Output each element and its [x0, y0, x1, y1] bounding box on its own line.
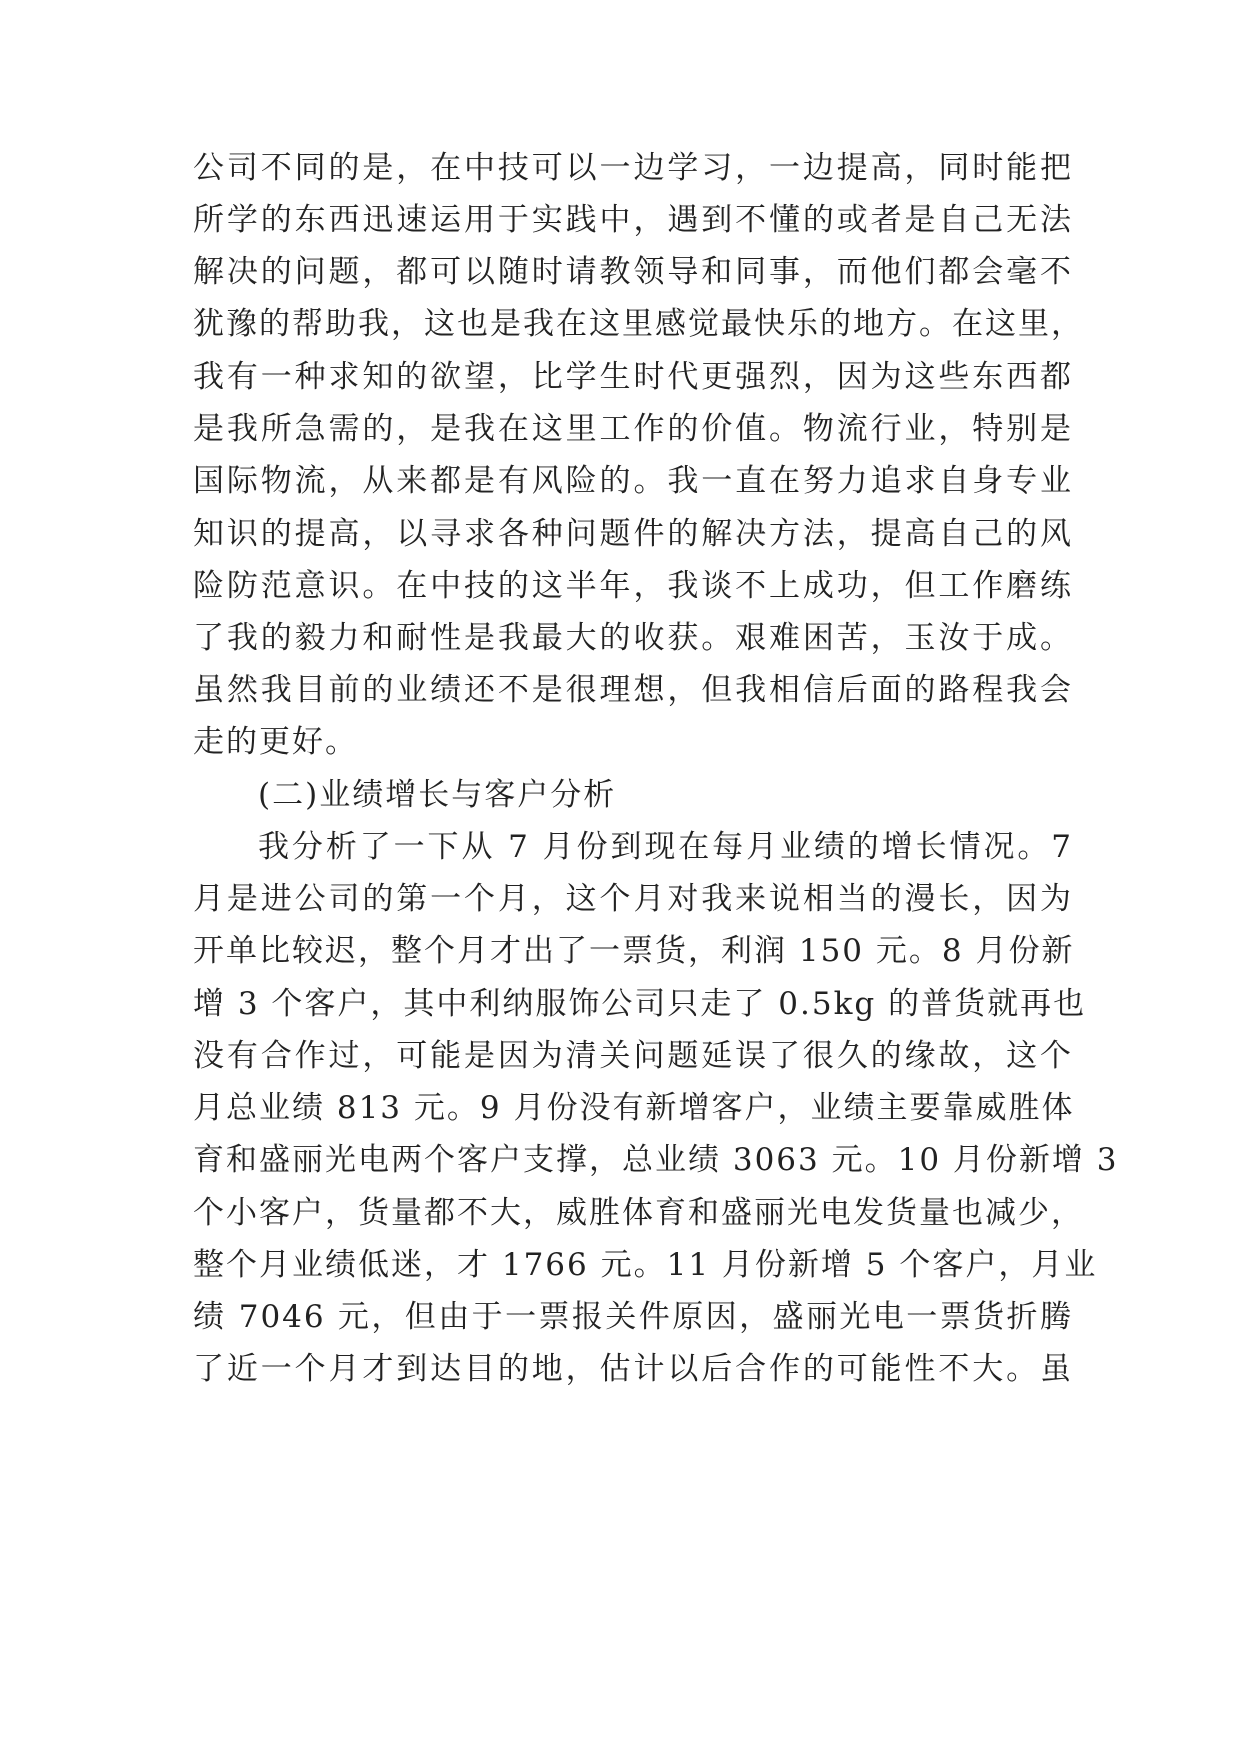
- text-line: 知识的提高，以寻求各种问题件的解决方法，提高自己的风: [193, 516, 1073, 552]
- text-line: 月是进公司的第一个月，这个月对我来说相当的漫长，因为: [193, 881, 1073, 917]
- text-line: 所学的东西迅速运用于实践中，遇到不懂的或者是自己无法: [193, 202, 1073, 238]
- text-line: 公司不同的是，在中技可以一边学习，一边提高，同时能把: [193, 150, 1073, 186]
- section-heading: (二)业绩增长与客户分析: [258, 777, 617, 813]
- text-line: 我分析了一下从 7 月份到现在每月业绩的增长情况。7: [258, 829, 1073, 865]
- text-line: 增 3 个客户，其中利纳服饰公司只走了 0.5kg 的普货就再也: [193, 986, 1087, 1022]
- text-line: 虽然我目前的业绩还不是很理想，但我相信后面的路程我会: [193, 672, 1073, 708]
- text-line: 走的更好。: [193, 724, 358, 760]
- text-line: 开单比较迟，整个月才出了一票货，利润 150 元。8 月份新: [193, 933, 1075, 969]
- text-line: 了近一个月才到达目的地，估计以后合作的可能性不大。虽: [193, 1351, 1073, 1387]
- text-line: 解决的问题，都可以随时请教领导和同事，而他们都会毫不: [193, 254, 1073, 290]
- text-line: 国际物流，从来都是有风险的。我一直在努力追求自身专业: [193, 463, 1073, 499]
- text-line: 了我的毅力和耐性是我最大的收获。艰难困苦，玉汝于成。: [193, 620, 1073, 656]
- text-line: 犹豫的帮助我，这也是我在这里感觉最快乐的地方。在这里，: [193, 306, 1084, 342]
- text-line: 没有合作过，可能是因为清关问题延误了很久的缘故，这个: [193, 1038, 1073, 1074]
- text-line: 险防范意识。在中技的这半年，我谈不上成功，但工作磨练: [193, 568, 1073, 604]
- text-line: 我有一种求知的欲望，比学生时代更强烈，因为这些东西都: [193, 359, 1073, 395]
- text-line: 育和盛丽光电两个客户支撑，总业绩 3063 元。10 月份新增 3: [193, 1142, 1119, 1178]
- text-line: 绩 7046 元，但由于一票报关件原因，盛丽光电一票货折腾: [193, 1299, 1073, 1335]
- text-line: 个小客户，货量都不大，威胜体育和盛丽光电发货量也减少，: [193, 1195, 1084, 1231]
- text-line: 是我所急需的，是我在这里工作的价值。物流行业，特别是: [193, 411, 1073, 447]
- text-line: 月总业绩 813 元。9 月份没有新增客户，业绩主要靠威胜体: [193, 1090, 1075, 1126]
- text-line: 整个月业绩低迷，才 1766 元。11 月份新增 5 个客户，月业: [193, 1247, 1098, 1283]
